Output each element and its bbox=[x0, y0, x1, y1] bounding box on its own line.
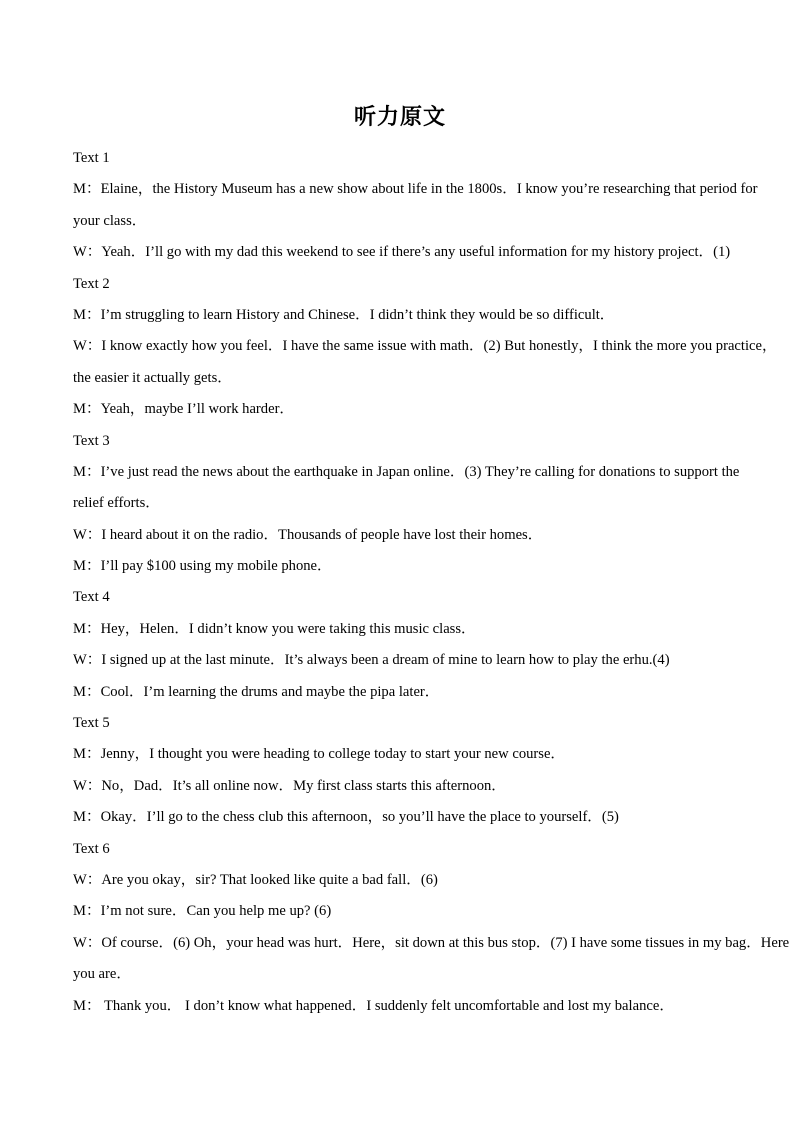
section-heading-text-6: Text 6 bbox=[73, 840, 110, 857]
section-heading-text-3: Text 3 bbox=[73, 432, 110, 449]
dialogue-line: M：Yeah，maybe I’ll work harder． bbox=[73, 401, 295, 418]
dialogue-line: M：I’m not sure．Can you help me up? (6) bbox=[73, 903, 332, 920]
dialogue-line: M：Jenny，I thought you were heading to college today to start your new course． bbox=[73, 746, 566, 763]
dialogue-line: M：Okay．I’ll go to the chess club this afternoon，so you’ll have the place to yourself．(5) bbox=[73, 809, 619, 826]
section-heading-text-5: Text 5 bbox=[73, 715, 110, 732]
transcript-body bbox=[73, 143, 790, 1022]
dialogue-line-continuation: the easier it actually gets． bbox=[73, 369, 232, 386]
section-heading-text-4: Text 4 bbox=[73, 589, 110, 606]
dialogue-line: M：I’ll pay $100 using my mobile phone． bbox=[73, 558, 332, 575]
dialogue-line-continuation: relief efforts． bbox=[73, 495, 160, 512]
dialogue-line: W：Are you okay，sir? That looked like quite a bad fall．(6) bbox=[73, 871, 438, 888]
dialogue-line: W：Yeah．I’ll go with my dad this weekend to see if there’s any useful information for my history project．(1) bbox=[73, 244, 731, 261]
section-heading-text-1: Text 1 bbox=[73, 150, 110, 166]
section-heading-text-2: Text 2 bbox=[73, 275, 110, 292]
document-title: 听力原文 bbox=[353, 105, 446, 130]
dialogue-line: W：I heard about it on the radio．Thousands of people have lost their homes． bbox=[73, 526, 543, 543]
dialogue-line-continuation: you are． bbox=[73, 966, 131, 983]
dialogue-line: W：No，Dad．It’s all online now．My first class starts this afternoon． bbox=[73, 777, 506, 794]
dialogue-line: W：I know exactly how you feel．I have the same issue with math．(2) But honestly，I think the more you practice， bbox=[73, 338, 777, 355]
dialogue-line: W：I signed up at the last minute．It’s always been a dream of mine to learn how to play the erhu.(4) bbox=[73, 652, 670, 669]
dialogue-line: M：Hey，Helen．I didn’t know you were taking this music class． bbox=[73, 620, 476, 637]
dialogue-line-continuation: your class． bbox=[73, 212, 147, 229]
dialogue-line: M：I’m struggling to learn History and Chinese．I didn’t think they would be so difficult． bbox=[73, 306, 615, 323]
dialogue-line: M： Thank you． I don’t know what happened．I suddenly felt uncomfortable and lost my balance． bbox=[73, 997, 674, 1014]
dialogue-line: M：I’ve just read the news about the earthquake in Japan online．(3) They’re calling for donations to support the bbox=[73, 463, 740, 480]
dialogue-line: M：Elaine，the History Museum has a new show about life in the 1800s．I know you’re researching that period for bbox=[73, 181, 758, 198]
dialogue-line: W：Of course．(6) Oh，your head was hurt．Here，sit down at this bus stop．(7) I have some tissues in my bag．Here bbox=[73, 934, 790, 951]
dialogue-line: M：Cool．I’m learning the drums and maybe the pipa later． bbox=[73, 683, 440, 700]
